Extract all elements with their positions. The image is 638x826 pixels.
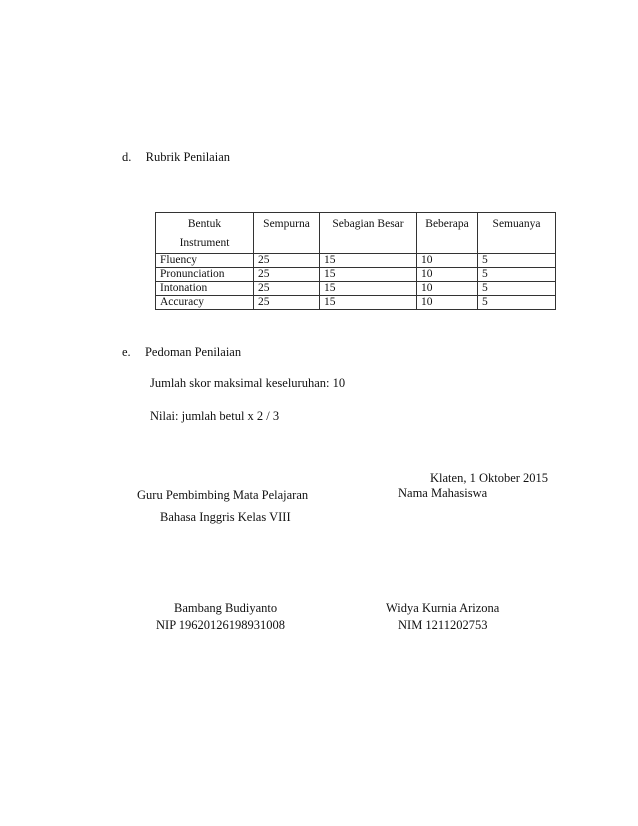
header-bentuk-instrument — [156, 213, 254, 254]
header-beberapa: Beberapa — [417, 213, 478, 254]
table-cell: Pronunciation — [156, 268, 254, 282]
table-cell: 5 — [478, 282, 556, 296]
table-cell: Fluency — [156, 254, 254, 268]
table-cell: 10 — [417, 268, 478, 282]
table-cell: 10 — [417, 282, 478, 296]
table-cell: 15 — [320, 296, 417, 310]
student-nim: NIM 1211202753 — [398, 618, 488, 632]
header-bentuk: Bentuk — [187, 218, 222, 230]
header-sempurna: Sempurna — [254, 213, 320, 254]
table-cell: 25 — [254, 282, 320, 296]
table-cell: 10 — [417, 296, 478, 310]
table-cell: Accuracy — [156, 296, 254, 310]
table-row — [156, 268, 556, 282]
header-instrument: Instrument — [179, 237, 230, 249]
section-d-heading — [122, 150, 230, 165]
score-formula-text: Nilai: jumlah betul x 2 / 3 — [150, 409, 280, 423]
table-row — [156, 282, 556, 296]
table-cell: 15 — [320, 268, 417, 282]
student-role: Nama Mahasiswa — [398, 486, 488, 500]
header-sebagian-besar: Sebagian Besar — [320, 213, 417, 254]
teacher-subject: Bahasa Inggris Kelas VIII — [160, 510, 291, 524]
table-cell: 10 — [417, 254, 478, 268]
table-cell: 25 — [254, 254, 320, 268]
student-name: Widya Kurnia Arizona — [386, 601, 500, 615]
teacher-nip: NIP 19620126198931008 — [156, 618, 286, 632]
table-cell: 5 — [478, 254, 556, 268]
max-score-text: Jumlah skor maksimal keseluruhan: 10 — [150, 376, 346, 390]
header-semuanya: Semuanya — [478, 213, 556, 254]
table-cell: 5 — [478, 296, 556, 310]
table-cell: 5 — [478, 268, 556, 282]
table-row — [156, 254, 556, 268]
section-e-heading — [122, 345, 241, 360]
rubric-header-row — [156, 213, 556, 254]
section-e-letter: e. — [122, 345, 131, 359]
section-d-title: Rubrik Penilaian — [145, 150, 230, 164]
table-cell: 15 — [320, 254, 417, 268]
table-cell: 25 — [254, 268, 320, 282]
section-e-title: Pedoman Penilaian — [144, 345, 242, 359]
table-cell: 15 — [320, 282, 417, 296]
table-cell: 25 — [254, 296, 320, 310]
table-row — [156, 296, 556, 310]
place-date: Klaten, 1 Oktober 2015 — [430, 471, 549, 485]
section-d-letter: d. — [122, 150, 132, 164]
teacher-role: Guru Pembimbing Mata Pelajaran — [137, 488, 309, 502]
rubric-table — [155, 212, 556, 310]
teacher-name: Bambang Budiyanto — [174, 601, 278, 615]
table-cell: Intonation — [156, 282, 254, 296]
